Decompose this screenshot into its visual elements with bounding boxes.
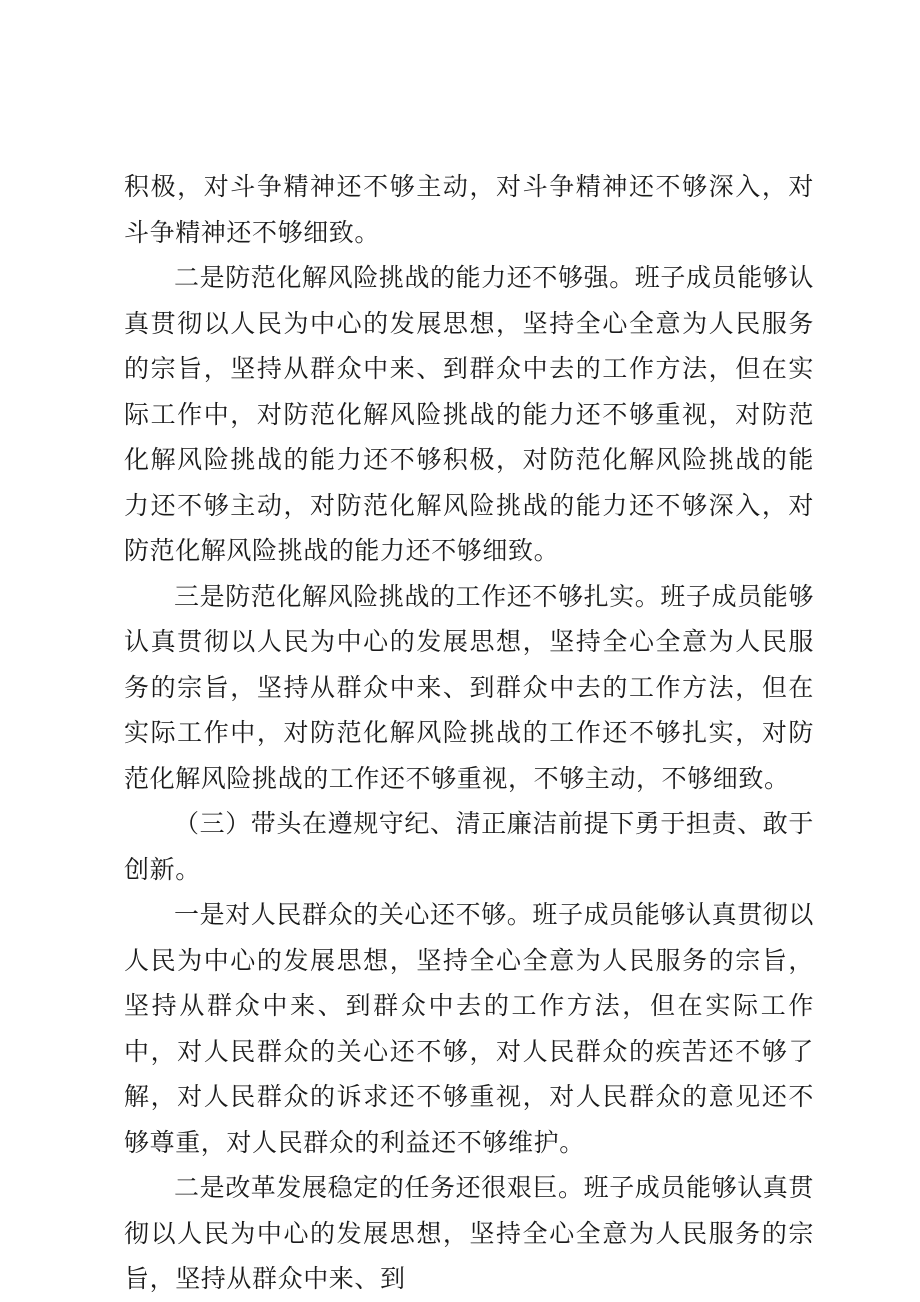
paragraph-continuation: 积极，对斗争精神还不够主动，对斗争精神还不够深入，对斗争精神还不够细致。 bbox=[124, 172, 814, 247]
document-body bbox=[124, 164, 814, 1302]
paragraph-reform-tasks: 二是改革发展稳定的任务还很艰巨。班子成员能够认真贯彻以人民为中心的发展思想，坚持全心全意为人民服务的宗旨，坚持从群众中来、到 bbox=[124, 1173, 815, 1293]
paragraph-risk-ability: 二是防范化解风险挑战的能力还不够强。班子成员能够认真贯彻以人民为中心的发展思想，坚持全心全意为人民服务的宗旨，坚持从群众中来、到群众中去的工作方法，但在实际工作中，对防范化解风险挑战的能力还不够重视，对防范化解风险挑战的能力还不够积极，对防范化解风险挑战的能力还不够主动，对防范化解风险挑战的能力还不够深入，对防范化解风险挑战的能力还不够细致。 bbox=[124, 263, 815, 565]
section-heading-three: （三）带头在遵规守纪、清正廉洁前提下勇于担责、敢于创新。 bbox=[124, 809, 815, 884]
paragraph-people-care: 一是对人民群众的关心还不够。班子成员能够认真贯彻以人民为中心的发展思想，坚持全心全意为人民服务的宗旨，坚持从群众中来、到群众中去的工作方法，但在实际工作中，对人民群众的关心还不够，对人民群众的疾苦还不够了解，对人民群众的诉求还不够重视，对人民群众的意见还不够尊重，对人民群众的利益还不够维护。 bbox=[124, 900, 815, 1157]
paragraph-risk-work: 三是防范化解风险挑战的工作还不够扎实。班子成员能够认真贯彻以人民为中心的发展思想，坚持全心全意为人民服务的宗旨，坚持从群众中来、到群众中去的工作方法，但在实际工作中，对防范化解风险挑战的工作还不够扎实，对防范化解风险挑战的工作还不够重视，不够主动，不够细致。 bbox=[124, 581, 815, 793]
